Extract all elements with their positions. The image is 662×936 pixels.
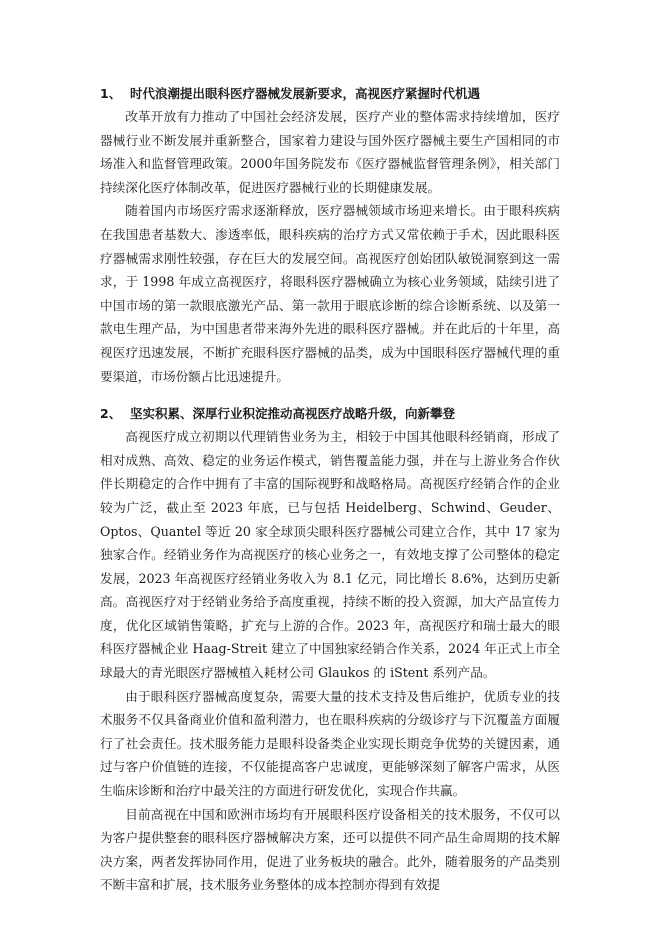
paragraph: 随着国内市场医疗需求逐渐释放，医疗器械领域市场迎来增长。由于眼科疾病在我国患者基数大、渗透率低，眼科疾病的治疗方式又常依赖于手术，因此眼科医疗器械需求刚性较强，存在巨大的发展空间。高视医疗创始团队敏锐洞察到这一需求，于 1998 年成立高视医疗，将眼科医疗器械确立为核心业务领域，陆续引进了中国市场的第一款眼底激光产品、第一款用于眼底诊断的综合诊断系统、以及第一款电生理产品，为中国患者带来海外先进的眼科医疗器械。并在此后的十年里，高视医疗迅速发展，不断扩充眼科医疗器械的品类，成为中国眼科医疗器械代理的重要渠道，市场份额占比迅速提升。	[100, 203, 560, 384]
section-number: 2、	[100, 406, 122, 422]
paragraph: 改革开放有力推动了中国社会经济发展，医疗产业的整体需求持续增加，医疗器械行业不断发展并重新整合，国家着力建设与国外医疗器械主要生产国相同的市场准入和监督管理政策。2000年国务院发布《医疗器械监督管理条例》，相关部门持续深化医疗体制改革，促进医疗器械行业的长期健康发展。	[100, 109, 560, 195]
section-heading	[100, 82, 560, 105]
section-1	[100, 82, 560, 388]
section-heading	[100, 402, 560, 425]
section-title: 坚实积累、深厚行业积淀推动高视医疗战略升级，向新攀登	[130, 406, 456, 422]
paragraph: 高视医疗成立初期以代理销售业务为主，相较于中国其他眼科经销商，形成了相对成熟、高效、稳定的业务运作模式，销售覆盖能力强，并在与上游业务合作伙伴长期稳定的合作中拥有了丰富的国际视野和战略格局。高视医疗经销合作的企业较为广泛，截止至 2023 年底，已与包括 Heidelberg、Schwind、Geuder、Optos、Quantel 等近 20 家全球顶尖眼科医疗器械公司建立合作，其中 17 家为独家合作。经销业务作为高视医疗的核心业务之一，有效地支撑了公司整体的稳定发展，2023 年高视医疗经销业务收入为 8.1 亿元，同比增长 8.6%，达到历史新高。高视医疗对于经销业务给予高度重视，持续不断的投入资源，加大产品宣传力度，优化区域销售策略，扩充与上游的合作。2023 年，高视医疗和瑞士最大的眼科医疗器械企业 Haag-Streit 建立了中国独家经销合作关系，2024 年正式上市全球最大的青光眼医疗器械植入耗材公司 Glaukos 的 iStent 系列产品。	[100, 429, 560, 681]
section-title: 时代浪潮提出眼科医疗器械发展新要求，高视医疗紧握时代机遇	[130, 86, 481, 101]
section-2	[100, 402, 560, 897]
document-page	[100, 82, 560, 897]
paragraph: 目前高视在中国和欧洲市场均有开展眼科医疗设备相关的技术服务，不仅可以为客户提供整套的眼科医疗器械解决方案，还可以提供不同产品生命周期的技术解决方案，两者发挥协同作用，促进了业务板块的融合。此外，随着服务的产品类别不断丰富和扩展，技术服务业务整体的成本控制亦得到有效提	[100, 806, 560, 893]
section-number: 1、	[100, 86, 122, 101]
paragraph: 由于眼科医疗器械高度复杂，需要大量的技术支持及售后维护，优质专业的技术服务不仅具备商业价值和盈利潜力，也在眼科疾病的分级诊疗与下沉覆盖方面履行了社会责任。技术服务能力是眼科设备类企业实现长期竞争优势的关键因素，通过与客户价值链的连接，不仅能提高客户忠诚度，更能够深刻了解客户需求，从医生临床诊断和治疗中最关注的方面进行研发优化，实现合作共赢。	[100, 688, 560, 799]
